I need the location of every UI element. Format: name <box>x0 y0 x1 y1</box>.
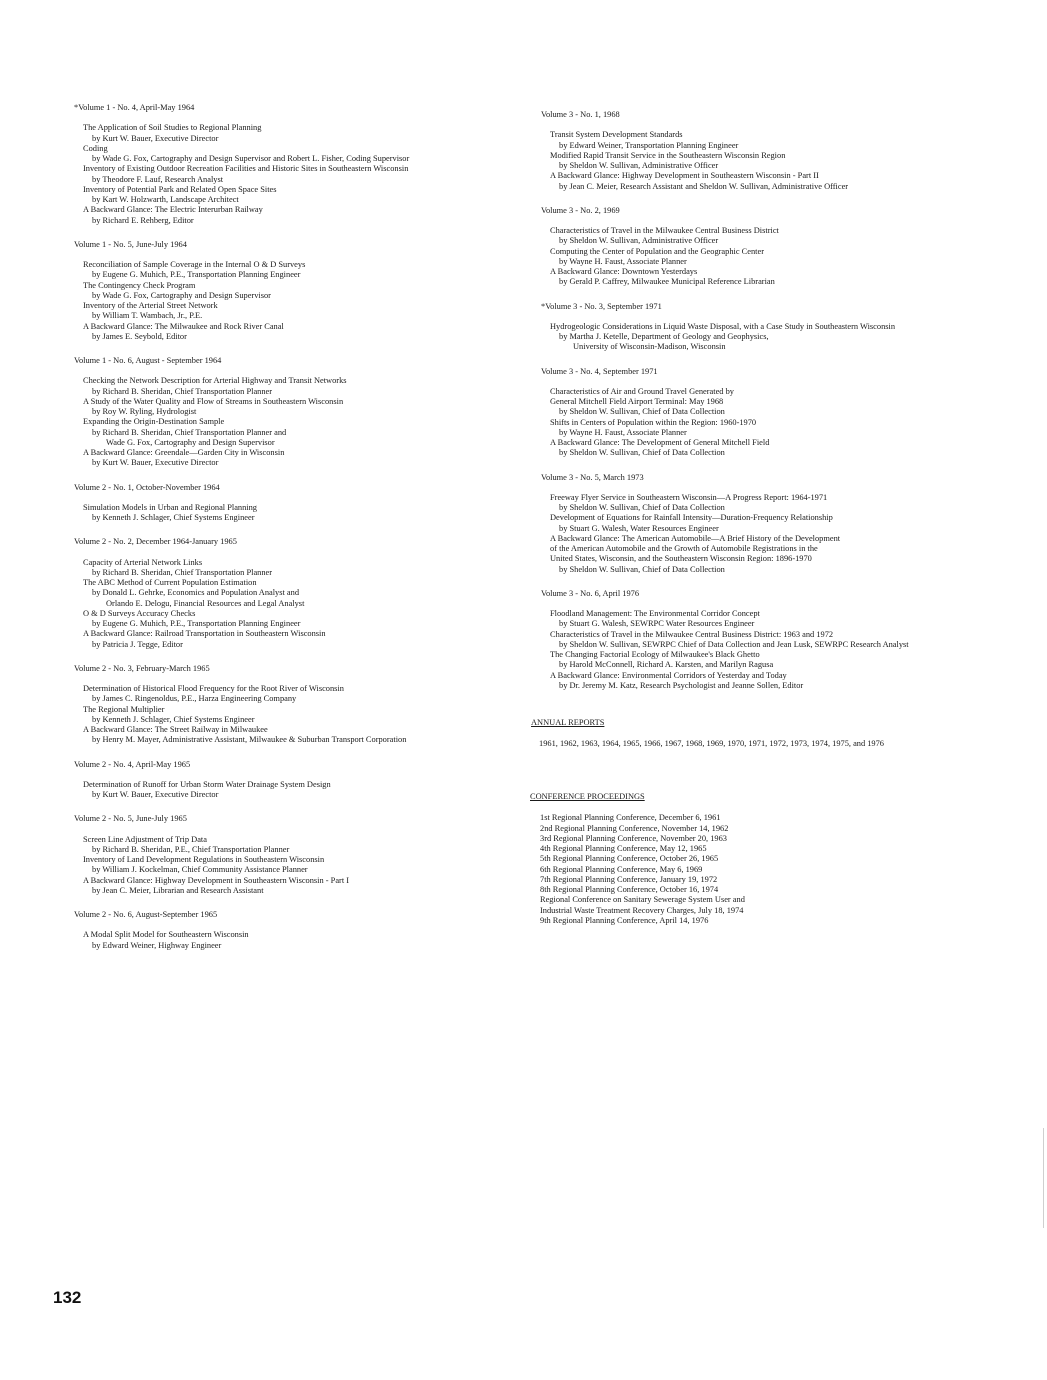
article-title: United States, Wisconsin, and the Southeastern Wisconsin Region: 1896-1970 <box>550 554 812 564</box>
volume-listing <box>74 483 504 524</box>
page-number: 132 <box>53 1288 82 1307</box>
volume-listing <box>541 473 1011 575</box>
volume-entries <box>83 123 504 226</box>
author-line: by Sheldon W. Sullivan, SEWRPC Chief of Data Collection and Jean Lusk, SEWRPC Research Analyst <box>559 639 909 649</box>
volume-listing <box>541 302 1011 353</box>
author-line: by Theodore F. Lauf, Research Analyst <box>92 174 224 184</box>
article-title: A Modal Split Model for Southeastern Wisconsin <box>83 930 249 940</box>
annual-reports-years: 1961, 1962, 1963, 1964, 1965, 1966, 1967, 1968, 1969, 1970, 1971, 1972, 1973, 1974, 1975, and 1976 <box>539 739 884 749</box>
author-line: by Kenneth J. Schlager, Chief Systems Engineer <box>92 714 255 724</box>
article-title: The Changing Factorial Ecology of Milwaukee's Black Ghetto <box>550 650 760 659</box>
author-line: by Sheldon W. Sullivan, Chief of Data Collection <box>559 503 725 512</box>
volume-heading: Volume 2 - No. 5, June-July 1965 <box>74 814 187 824</box>
author-line: by Kurt W. Bauer, Executive Director <box>92 133 219 143</box>
author-line: by Sheldon W. Sullivan, Chief of Data Collection <box>559 407 725 417</box>
volume-entries <box>83 376 504 468</box>
author-line: by Roy W. Ryling, Hydrologist <box>92 407 197 416</box>
author-line: by Richard E. Rehberg, Editor <box>92 215 194 225</box>
volume-entries <box>83 260 504 342</box>
author-line: by Kenneth J. Schlager, Chief Systems Engineer <box>92 513 255 522</box>
right-column <box>541 110 1011 705</box>
author-line: by Sheldon W. Sullivan, Chief of Data Collection <box>559 448 725 458</box>
author-line: by Edward Weiner, Highway Engineer <box>92 940 222 950</box>
article-title: Characteristics of Travel in the Milwaukee Central Business District: 1963 and 1972 <box>550 629 834 639</box>
author-line: by Kurt W. Bauer, Executive Director <box>92 790 219 799</box>
author-line: by Jean C. Meier, Librarian and Research Assistant <box>92 885 264 895</box>
author-line: by James E. Seybold, Editor <box>92 331 187 341</box>
author-line: by Patricia J. Tegge, Editor <box>92 639 183 649</box>
article-title: A Study of the Water Quality and Flow of Streams in Southeastern Wisconsin <box>83 396 344 406</box>
article-title: The Application of Soil Studies to Regional Planning <box>83 123 262 133</box>
conference-item: 2nd Regional Planning Conference, November 14, 1962 <box>540 823 729 833</box>
volume-heading: Volume 3 - No. 5, March 1973 <box>541 472 644 482</box>
author-line: by Harold McConnell, Richard A. Karsten, and Marilyn Ragusa <box>559 660 774 670</box>
volume-entries <box>83 503 504 524</box>
article-title: Determination of Runoff for Urban Storm Water Drainage System Design <box>83 779 331 789</box>
volume-entries <box>550 226 1011 288</box>
author-line: by Richard B. Sheridan, Chief Transportation Planner and <box>92 427 287 437</box>
article-title: A Backward Glance: The Development of General Mitchell Field <box>550 438 770 447</box>
annual-reports-section <box>531 718 884 750</box>
volume-listing <box>74 240 504 342</box>
article-title: Freeway Flyer Service in Southeastern Wisconsin—A Progress Report: 1964-1971 <box>550 492 828 502</box>
author-line: by Henry M. Mayer, Administrative Assistant, Milwaukee & Suburban Transport Corporation <box>92 735 407 745</box>
article-title: Expanding the Origin-Destination Sample <box>83 417 225 427</box>
author-line: by Richard B. Sheridan, P.E., Chief Transportation Planner <box>92 844 290 854</box>
article-title: A Backward Glance: The Milwaukee and Rock River Canal <box>83 321 284 331</box>
conference-proceedings-heading: CONFERENCE PROCEEDINGS <box>530 792 645 801</box>
article-title: Transit System Development Standards <box>550 130 683 140</box>
conference-item: 5th Regional Planning Conference, October 26, 1965 <box>540 854 719 864</box>
article-title: A Backward Glance: Greendale—Garden City in Wisconsin <box>83 448 285 457</box>
article-title: Inventory of the Arterial Street Network <box>83 301 218 310</box>
scan-edge-mark <box>1043 1128 1044 1228</box>
volume-listing <box>74 537 504 650</box>
article-title: A Backward Glance: Downtown Yesterdays <box>550 267 698 276</box>
left-column <box>74 103 504 965</box>
author-line: by Eugene G. Muhich, P.E., Transportation Planning Engineer <box>92 619 301 628</box>
author-line: by Stuart G. Walesh, Water Resources Engineer <box>559 523 719 533</box>
article-title: Inventory of Existing Outdoor Recreation Facilities and Historic Sites in Southeastern Wisconsin <box>83 164 409 174</box>
volume-heading: Volume 3 - No. 6, April 1976 <box>541 588 640 598</box>
volume-listing <box>74 910 504 951</box>
article-title: The Contingency Check Program <box>83 280 196 290</box>
volume-listing <box>541 110 1011 192</box>
article-title: Shifts in Centers of Population within the Region: 1960-1970 <box>550 417 757 427</box>
author-line: by Gerald P. Caffrey, Milwaukee Municipal Reference Librarian <box>559 277 775 287</box>
article-title: A Backward Glance: Highway Development in Southeastern Wisconsin - Part II <box>550 171 819 181</box>
author-line: by Wade G. Fox, Cartography and Design Supervisor <box>92 290 271 300</box>
article-title: Inventory of Land Development Regulations in Southeastern Wisconsin <box>83 855 325 864</box>
article-title: A Backward Glance: The Electric Interurban Railway <box>83 205 263 215</box>
author-line: Wade G. Fox, Cartography and Design Supervisor <box>106 437 275 447</box>
author-line: by Stuart G. Walesh, SEWRPC Water Resources Engineer <box>559 619 755 629</box>
author-line: by Kart W. Holzwarth, Landscape Architect <box>92 195 239 204</box>
volume-heading: Volume 3 - No. 2, 1969 <box>541 205 620 215</box>
volume-entries <box>550 609 1011 691</box>
volume-entries <box>83 930 504 951</box>
article-title: The ABC Method of Current Population Estimation <box>83 578 257 587</box>
author-line: by Wayne H. Faust, Associate Planner <box>559 256 687 266</box>
article-title: Determination of Historical Flood Frequency for the Root River of Wisconsin <box>83 684 344 693</box>
volume-heading: Volume 2 - No. 2, December 1964-January 1965 <box>74 537 237 547</box>
volume-heading: Volume 2 - No. 1, October-November 1964 <box>74 482 220 492</box>
volume-heading: *Volume 3 - No. 3, September 1971 <box>541 301 662 311</box>
volume-listing <box>74 356 504 469</box>
volume-heading: Volume 2 - No. 3, February-March 1965 <box>74 663 210 673</box>
volume-listing <box>74 664 504 746</box>
volume-listing <box>541 367 1011 459</box>
volume-entries <box>550 387 1011 459</box>
author-line: by Wade G. Fox, Cartography and Design Supervisor and Robert L. Fisher, Coding Supervisor <box>92 154 410 163</box>
author-line: by Richard B. Sheridan, Chief Transportation Planner <box>92 567 273 577</box>
volume-entries <box>83 780 504 801</box>
author-line: by Richard B. Sheridan, Chief Transportation Planner <box>92 386 273 396</box>
volume-entries <box>83 558 504 650</box>
article-title: Simulation Models in Urban and Regional Planning <box>83 502 257 512</box>
conference-item: 4th Regional Planning Conference, May 12, 1965 <box>540 844 707 853</box>
article-title: A Backward Glance: Highway Development in Southeastern Wisconsin - Part I <box>83 875 350 885</box>
conference-item: 7th Regional Planning Conference, January 19, 1972 <box>540 874 718 884</box>
author-line: by Edward Weiner, Transportation Planning Engineer <box>559 140 739 150</box>
article-title: A Backward Glance: Railroad Transportation in Southeastern Wisconsin <box>83 629 326 639</box>
article-title: Checking the Network Description for Arterial Highway and Transit Networks <box>83 376 347 386</box>
author-line: by William T. Wambach, Jr., P.E. <box>92 311 203 321</box>
volume-heading: Volume 3 - No. 1, 1968 <box>541 110 620 119</box>
author-line: by Donald L. Gehrke, Economics and Population Analyst and <box>92 588 300 598</box>
conference-item: 8th Regional Planning Conference, October 16, 1974 <box>540 885 719 894</box>
article-title: Screen Line Adjustment of Trip Data <box>83 834 207 844</box>
conference-list <box>540 813 745 926</box>
volume-heading: Volume 3 - No. 4, September 1971 <box>541 366 658 376</box>
article-title: Floodland Management: The Environmental Corridor Concept <box>550 609 760 618</box>
volume-entries <box>83 835 504 897</box>
volume-heading: Volume 2 - No. 4, April-May 1965 <box>74 759 191 769</box>
conference-item: 6th Regional Planning Conference, May 6, 1969 <box>540 864 703 874</box>
conference-item: 9th Regional Planning Conference, April 14, 1976 <box>540 915 709 925</box>
conference-item: 1st Regional Planning Conference, December 6, 1961 <box>540 813 721 823</box>
author-line: by Sheldon W. Sullivan, Administrative Officer <box>559 161 719 170</box>
conference-item: Regional Conference on Sanitary Sewerage System User and <box>540 895 745 905</box>
author-line: University of Wisconsin-Madison, Wisconsin <box>573 342 726 352</box>
article-title: A Backward Glance: The Street Railway in Milwaukee <box>83 725 268 734</box>
author-line: by Sheldon W. Sullivan, Chief of Data Collection <box>559 564 725 574</box>
conference-item: 3rd Regional Planning Conference, November 20, 1963 <box>540 833 727 843</box>
volume-listing <box>541 589 1011 691</box>
article-title: Reconciliation of Sample Coverage in the Internal O & D Surveys <box>83 260 306 269</box>
article-title: A Backward Glance: Environmental Corridors of Yesterday and Today <box>550 670 787 680</box>
author-line: by Sheldon W. Sullivan, Administrative Officer <box>559 236 719 246</box>
author-line: by Eugene G. Muhich, P.E., Transportation Planning Engineer <box>92 270 301 280</box>
volume-entries <box>550 493 1011 575</box>
conference-proceedings-section <box>530 792 745 926</box>
article-title: Characteristics of Air and Ground Travel Generated by <box>550 386 734 396</box>
author-line: by Kurt W. Bauer, Executive Director <box>92 458 219 468</box>
article-title: Characteristics of Travel in the Milwaukee Central Business District <box>550 226 779 235</box>
volume-entries <box>550 130 1011 192</box>
author-line: by William J. Kockelman, Chief Community Assistance Planner <box>92 865 308 875</box>
article-title: Inventory of Potential Park and Related Open Space Sites <box>83 184 277 194</box>
author-line: by James C. Ringenoldus, P.E., Harza Engineering Company <box>92 694 297 704</box>
article-title: of the American Automobile and the Growth of Automobile Registrations in the <box>550 544 818 553</box>
article-title: Capacity of Arterial Network Links <box>83 557 203 567</box>
author-line: by Dr. Jeremy M. Katz, Research Psychologist and Jeanne Sollen, Editor <box>559 680 804 690</box>
volume-heading: Volume 2 - No. 6, August-September 1965 <box>74 910 218 919</box>
conference-item: Industrial Waste Treatment Recovery Charges, July 18, 1974 <box>540 905 744 915</box>
volume-heading: Volume 1 - No. 6, August - September 1964 <box>74 356 222 365</box>
volume-listing <box>541 206 1011 288</box>
volume-heading: Volume 1 - No. 5, June-July 1964 <box>74 239 187 249</box>
article-title: Coding <box>83 143 108 153</box>
author-line: Orlando E. Delogu, Financial Resources and Legal Analyst <box>106 598 305 608</box>
article-title: Hydrogeologic Considerations in Liquid Waste Disposal, with a Case Study in Southeastern Wisconsin <box>550 321 896 331</box>
article-title: A Backward Glance: The American Automobile—A Brief History of the Development <box>550 533 841 543</box>
volume-listing <box>74 814 504 896</box>
article-title: General Mitchell Field Airport Terminal: May 1968 <box>550 397 724 406</box>
article-title: Modified Rapid Transit Service in the Southeastern Wisconsin Region <box>550 150 786 160</box>
article-title: The Regional Multiplier <box>83 704 165 714</box>
volume-listing <box>74 103 504 226</box>
author-line: by Wayne H. Faust, Associate Planner <box>559 427 687 437</box>
author-line: by Jean C. Meier, Research Assistant and Sheldon W. Sullivan, Administrative Officer <box>559 181 849 191</box>
author-line: by Martha J. Ketelle, Department of Geology and Geophysics, <box>559 332 769 341</box>
volume-heading: *Volume 1 - No. 4, April-May 1964 <box>74 103 195 112</box>
annual-reports-heading: ANNUAL REPORTS <box>531 718 605 727</box>
volume-entries <box>83 684 504 746</box>
article-title: O & D Surveys Accuracy Checks <box>83 608 196 618</box>
article-title: Development of Equations for Rainfall Intensity—Duration-Frequency Relationship <box>550 513 833 523</box>
volume-entries <box>550 322 1011 353</box>
article-title: Computing the Center of Population and the Geographic Center <box>550 246 764 256</box>
volume-listing <box>74 760 504 801</box>
